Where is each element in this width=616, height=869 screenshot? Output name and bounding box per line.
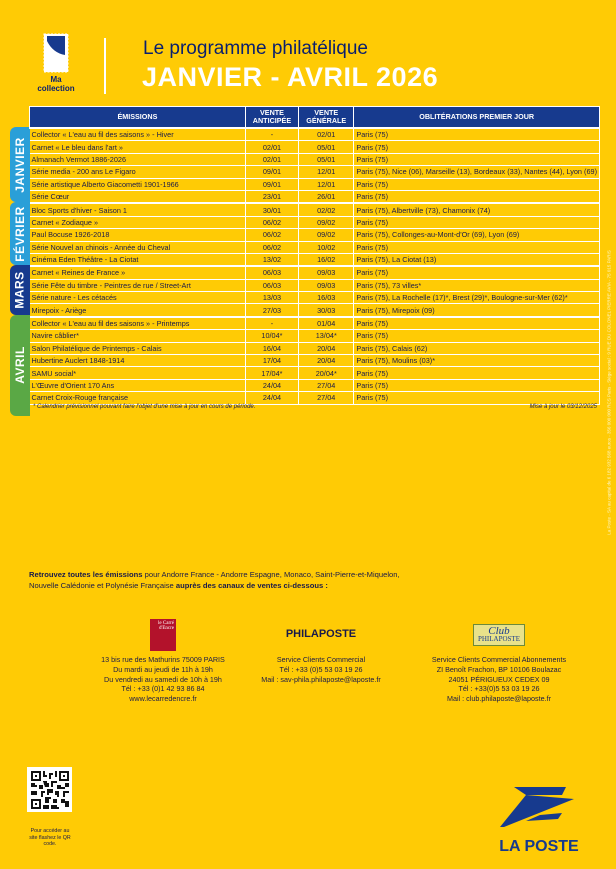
obliterations-cell: Paris (75) [354, 153, 600, 165]
vente-generale-cell: 13/04* [299, 330, 354, 342]
vente-generale-cell: 20/04* [299, 367, 354, 379]
table-row [30, 153, 600, 165]
header-divider [104, 38, 106, 94]
table-row [30, 317, 600, 330]
month-label: AVRIL [13, 346, 28, 385]
obliterations-cell: Paris (75) [354, 367, 600, 379]
vente-anticipee-cell: 06/02 [245, 229, 298, 241]
emission-cell: Navire câblier* [30, 330, 246, 342]
vente-generale-cell: 05/01 [299, 153, 354, 165]
emission-cell: Cinéma Eden Théâtre - La Ciotat [30, 253, 246, 266]
la-poste-arrow-icon [496, 785, 582, 831]
philaposte-logo: PHILAPOSTE [285, 628, 357, 641]
vente-generale-cell: 09/03 [299, 279, 354, 291]
channel-club-philaposte [399, 615, 599, 704]
emission-cell: Série media - 200 ans Le Figaro [30, 166, 246, 178]
program-table [29, 106, 600, 405]
emission-cell: Collector « L'eau au fil des saisons » - Printemps [30, 317, 246, 330]
vente-anticipee-cell: 06/02 [245, 216, 298, 228]
obliterations-cell: Paris (75) [354, 330, 600, 342]
month-tab-janvier [10, 127, 30, 202]
obliterations-cell: Paris (75) [354, 317, 600, 330]
vente-anticipee-cell: 02/01 [245, 141, 298, 153]
intro-bold-2: auprès des canaux de ventes ci-dessous : [175, 581, 328, 590]
legal-notice: La Poste - SA au capital de 6 182 932 568 euros - 356 000 000 RCS Paris - Siège social : 9 RUE DU COLONEL PIERRE AVIA - 75 015 PARIS [606, 250, 612, 535]
vente-anticipee-cell: 10/04* [245, 330, 298, 342]
vente-anticipee-cell: 02/01 [245, 153, 298, 165]
channel-line: 24051 PÉRIGUEUX CEDEX 09 [448, 674, 550, 684]
table-row [30, 128, 600, 141]
channel-line: Tél : +33(0)5 53 03 19 26 [458, 684, 540, 694]
vente-generale-cell: 27/04 [299, 392, 354, 404]
vente-generale-cell: 09/02 [299, 229, 354, 241]
sales-channels-intro [29, 569, 400, 591]
channel-line: Service Clients Commercial [276, 655, 366, 664]
channel-line: Tél : +33 (0)5 53 03 19 26 [279, 664, 363, 674]
channel-link[interactable]: www.lecarredencre.fr [129, 694, 197, 704]
vente-generale-cell: 09/03 [299, 266, 354, 279]
obliterations-cell: Paris (75), Mirepoix (09) [354, 304, 600, 317]
emission-cell: Série Cœur [30, 190, 246, 203]
vente-anticipee-cell: 13/02 [245, 253, 298, 266]
obliterations-cell: Paris (75), Moulins (03)* [354, 355, 600, 367]
vente-generale-cell: 02/02 [299, 203, 354, 216]
emission-cell: Carnet Croix-Rouge française [30, 392, 246, 404]
obliterations-cell: Paris (75) [354, 141, 600, 153]
emission-cell: Carnet « Le bleu dans l'art » [30, 141, 246, 153]
vente-anticipee-cell: - [245, 128, 298, 141]
obliterations-cell: Paris (75), Calais (62) [354, 342, 600, 354]
channel-line: Tél : +33 (0)1 42 93 86 84 [121, 684, 205, 694]
vente-anticipee-cell: 24/04 [245, 379, 298, 391]
month-label: FÉVRIER [13, 205, 28, 262]
vente-anticipee-cell: 24/04 [245, 392, 298, 404]
page-title: JANVIER - AVRIL 2026 [142, 62, 439, 92]
la-poste-wordmark: LA POSTE [499, 838, 579, 855]
channel-line: Service Clients Commercial Abonnements [431, 655, 567, 664]
channel-philaposte [221, 615, 421, 684]
obliterations-cell: Paris (75) [354, 190, 600, 203]
footnote: * Calendrier prévisionnel pouvant faire l'objet d'une mise à jour en cours de période. [33, 404, 256, 410]
column-header-vente-anticipee: VENTE ANTICIPÉE [245, 107, 298, 129]
table-row [30, 392, 600, 404]
vente-anticipee-cell: 06/03 [245, 266, 298, 279]
logo-label: Ma collection [37, 75, 75, 93]
emission-cell: Hubertine Auclert 1848-1914 [30, 355, 246, 367]
obliterations-cell: Paris (75) [354, 128, 600, 141]
emission-cell: Carnet « Zodiaque » [30, 216, 246, 228]
obliterations-cell: Paris (75) [354, 178, 600, 190]
club-philaposte-logo: Club PHILAPOSTE [473, 624, 525, 646]
vente-anticipee-cell: 30/01 [245, 203, 298, 216]
emission-cell: Bloc Sports d'hiver - Saison 1 [30, 203, 246, 216]
month-tabs [10, 127, 30, 416]
month-label: JANVIER [13, 136, 28, 193]
table-row [30, 304, 600, 317]
update-date: Mise à jour le 03/12/2025 [529, 404, 597, 410]
emission-cell: Salon Philatélique de Printemps - Calais [30, 342, 246, 354]
intro-text-2: Nouvelle Calédonie et Polynésie Française [29, 581, 176, 590]
channel-line: 13 bis rue des Mathurins 75009 PARIS [101, 655, 225, 664]
table-header [30, 107, 600, 129]
table-row [30, 229, 600, 241]
vente-generale-cell: 10/02 [299, 241, 354, 253]
qr-caption: Pour accéder au site flashez le QR code. [29, 828, 71, 847]
vente-anticipee-cell: 17/04 [245, 355, 298, 367]
table-row [30, 367, 600, 379]
ma-collection-logo [33, 33, 79, 93]
obliterations-cell: Paris (75), La Rochelle (17)*, Brest (29)*, Boulogne-sur-Mer (62)* [354, 292, 600, 304]
emission-cell: Collector « L'eau au fil des saisons » - Hiver [30, 128, 246, 141]
column-header-vente-generale: VENTE GÉNÉRALE [299, 107, 354, 129]
obliterations-cell: Paris (75) [354, 266, 600, 279]
stamp-icon [43, 33, 69, 73]
emission-cell: Série Fête du timbre - Peintres de rue / Street-Art [30, 279, 246, 291]
channel-email[interactable]: Mail : club.philaposte@laposte.fr [447, 694, 551, 704]
channel-line: Du vendredi au samedi de 10h à 19h [104, 674, 222, 684]
obliterations-cell: Paris (75) [354, 241, 600, 253]
table-row [30, 266, 600, 279]
vente-anticipee-cell: 09/01 [245, 178, 298, 190]
obliterations-cell: Paris (75) [354, 379, 600, 391]
table-row [30, 279, 600, 291]
vente-generale-cell: 05/01 [299, 141, 354, 153]
vente-generale-cell: 20/04 [299, 355, 354, 367]
emission-cell: Mirepoix - Ariège [30, 304, 246, 317]
vente-anticipee-cell: 09/01 [245, 166, 298, 178]
table-row [30, 355, 600, 367]
obliterations-cell: Paris (75), Nice (06), Marseille (13), Bordeaux (33), Nantes (44), Lyon (69) [354, 166, 600, 178]
vente-generale-cell: 30/03 [299, 304, 354, 317]
table-row [30, 330, 600, 342]
la-poste-logo [496, 785, 582, 856]
column-header-obliterations: OBLITÉRATIONS PREMIER JOUR [354, 107, 600, 129]
emission-cell: Série nature - Les cétacés [30, 292, 246, 304]
table-row [30, 216, 600, 228]
emission-cell: Série Nouvel an chinois - Année du Cheval [30, 241, 246, 253]
emission-cell: Almanach Vermot 1886-2026 [30, 153, 246, 165]
column-header-emissions: ÉMISSIONS [30, 107, 246, 129]
channel-line: ZI Benoît Frachon, BP 10106 Boulazac [436, 664, 562, 674]
month-tab-mars [10, 265, 30, 315]
table-row [30, 253, 600, 266]
vente-generale-cell: 20/04 [299, 342, 354, 354]
obliterations-cell: Paris (75), 73 villes* [354, 279, 600, 291]
vente-generale-cell: 02/01 [299, 128, 354, 141]
vente-generale-cell: 16/02 [299, 253, 354, 266]
vente-anticipee-cell: 06/03 [245, 279, 298, 291]
vente-generale-cell: 01/04 [299, 317, 354, 330]
carre-dencre-logo: le Carré d'Encre [150, 619, 176, 651]
intro-bold-1: Retrouvez toutes les émissions [29, 570, 143, 579]
month-tab-avril [10, 315, 30, 415]
page-subtitle: Le programme philatélique [143, 38, 368, 59]
table-row [30, 178, 600, 190]
table-row [30, 292, 600, 304]
vente-anticipee-cell: - [245, 317, 298, 330]
vente-generale-cell: 09/02 [299, 216, 354, 228]
qr-code[interactable] [27, 767, 72, 812]
table-row [30, 203, 600, 216]
intro-text-1: pour Andorre France - Andorre Espagne, Monaco, Saint-Pierre-et-Miquelon, [142, 570, 400, 579]
vente-anticipee-cell: 27/03 [245, 304, 298, 317]
vente-anticipee-cell: 17/04* [245, 367, 298, 379]
month-tab-février [10, 202, 30, 265]
month-label: MARS [13, 271, 27, 309]
vente-anticipee-cell: 16/04 [245, 342, 298, 354]
obliterations-cell: Paris (75), Collonges-au-Mont-d'Or (69), Lyon (69) [354, 229, 600, 241]
vente-generale-cell: 27/04 [299, 379, 354, 391]
emission-cell: L'Œuvre d'Orient 170 Ans [30, 379, 246, 391]
vente-generale-cell: 26/01 [299, 190, 354, 203]
vente-generale-cell: 16/03 [299, 292, 354, 304]
channel-email[interactable]: Mail : sav-phila.philaposte@laposte.fr [261, 674, 381, 684]
emission-cell: Série artistique Alberto Giacometti 1901-1966 [30, 178, 246, 190]
vente-anticipee-cell: 06/02 [245, 241, 298, 253]
channel-line: Du mardi au jeudi de 11h à 19h [113, 664, 213, 674]
obliterations-cell: Paris (75) [354, 216, 600, 228]
emission-cell: Carnet « Reines de France » [30, 266, 246, 279]
vente-generale-cell: 12/01 [299, 166, 354, 178]
vente-anticipee-cell: 23/01 [245, 190, 298, 203]
obliterations-cell: Paris (75) [354, 392, 600, 404]
table-row [30, 166, 600, 178]
obliterations-cell: Paris (75), La Ciotat (13) [354, 253, 600, 266]
emission-cell: Paul Bocuse 1926-2018 [30, 229, 246, 241]
obliterations-cell: Paris (75), Albertville (73), Chamonix (74) [354, 203, 600, 216]
table-row [30, 241, 600, 253]
table-row [30, 190, 600, 203]
table-row [30, 379, 600, 391]
emission-cell: SAMU social* [30, 367, 246, 379]
vente-anticipee-cell: 13/03 [245, 292, 298, 304]
vente-generale-cell: 12/01 [299, 178, 354, 190]
table-row [30, 141, 600, 153]
table-row [30, 342, 600, 354]
